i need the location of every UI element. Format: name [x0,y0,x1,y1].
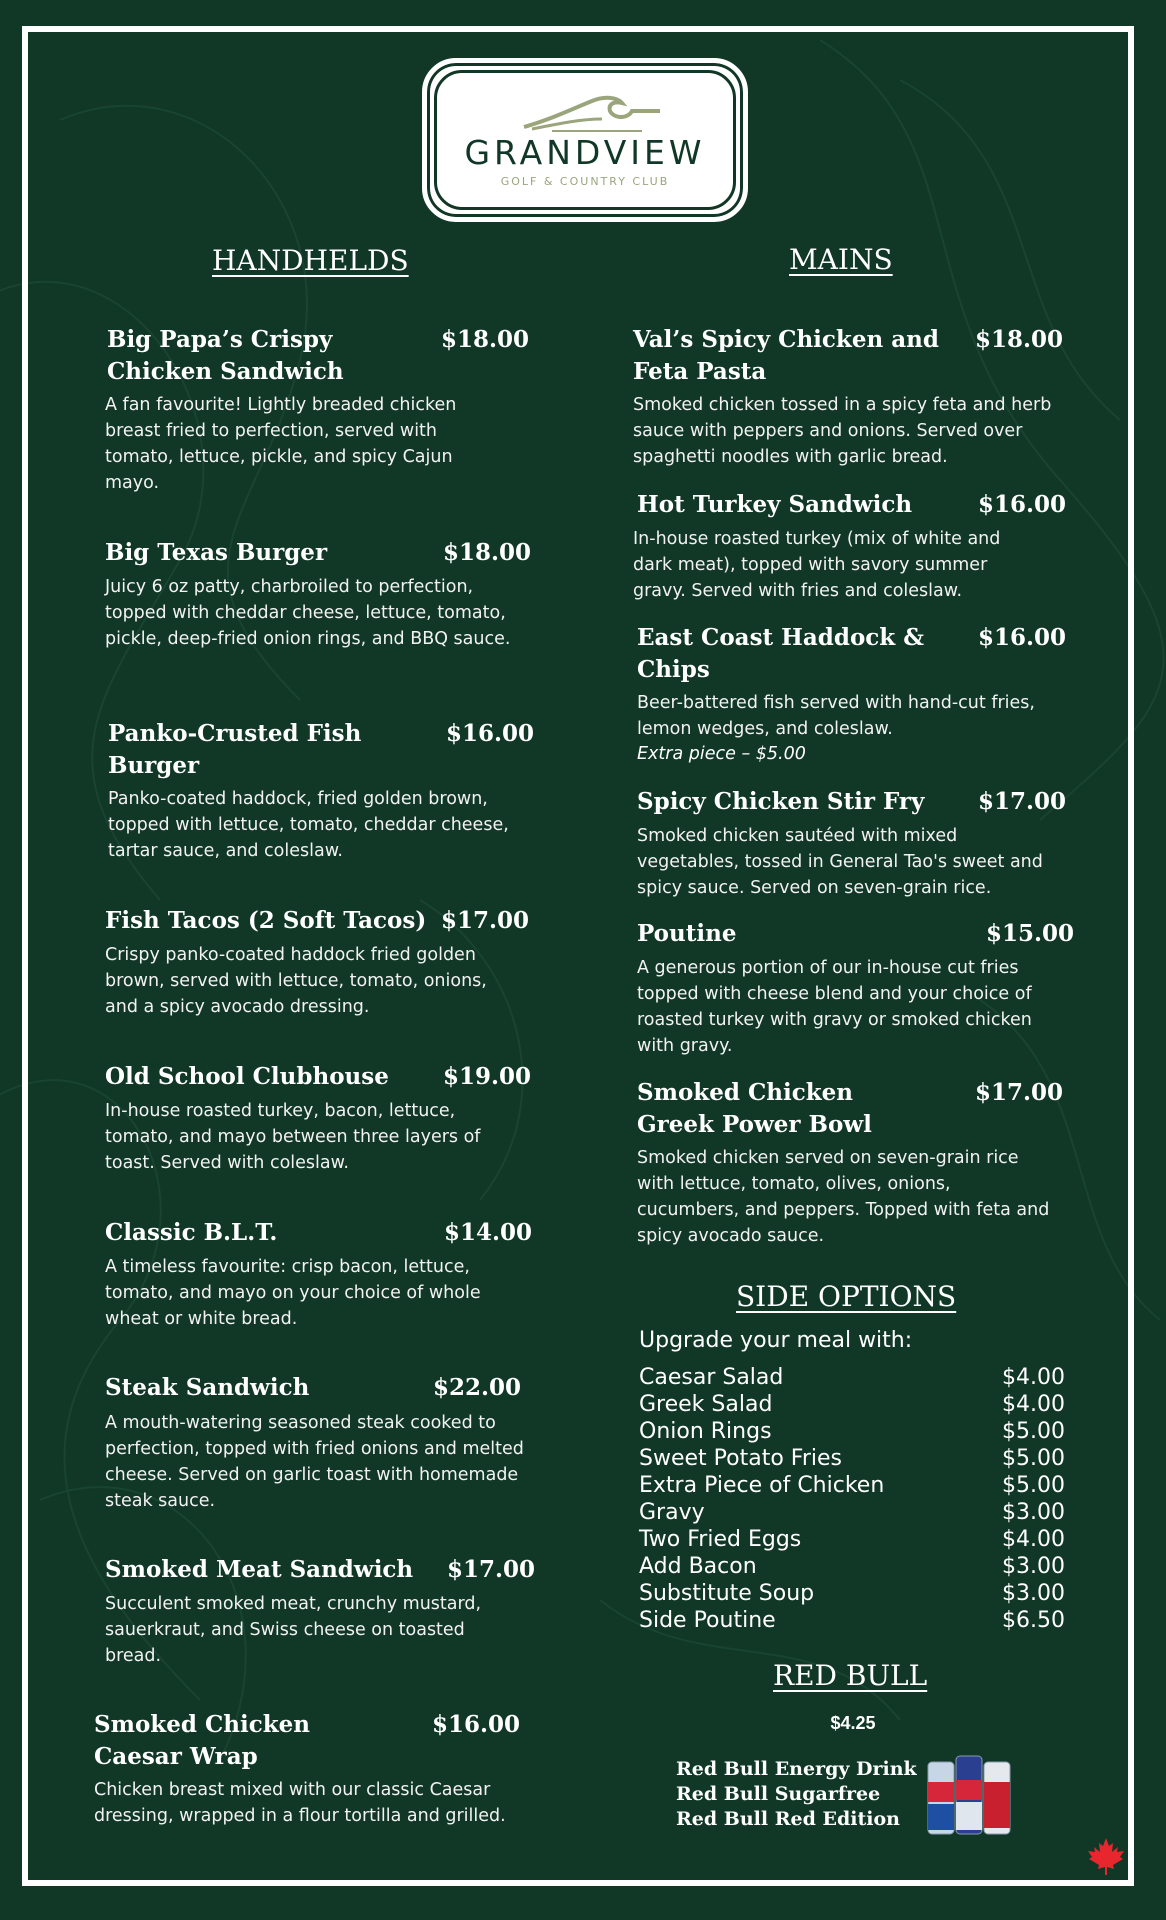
red-bull-list [676,1757,917,1832]
item-name: Classic B.L.T. [105,1219,278,1246]
list-item [639,1418,1065,1445]
item-price: $16.00 [432,1711,521,1738]
logo-name: GRANDVIEW [464,133,706,172]
item-name: Panko-Crusted Fish Burger [108,720,362,779]
item-description: Chicken breast mixed with our classic Caesar dressing, wrapped in a flour tortilla and grilled. [94,1780,506,1826]
side-price: $5.00 [1002,1419,1065,1444]
item-description: A fan favourite! Lightly breaded chicken breast fried to perfection, served with tomato, lettuce, pickle, and spicy Cajun mayo. [105,395,457,493]
item-name: Big Papa’s Crispy Chicken Sandwich [107,326,344,385]
side-name: Two Fried Eggs [639,1527,802,1552]
side-name: Onion Rings [639,1419,772,1444]
side-price: $4.00 [1002,1392,1065,1417]
item-price: $16.00 [978,624,1067,651]
handhelds-title: HANDHELDS [212,244,409,277]
item-description: Smoked chicken sautéed with mixed vegetables, tossed in General Tao's sweet and spicy sauce. Served on seven-grain rice. [637,826,1043,898]
red-bull-item: Red Bull Sugarfree [676,1783,881,1805]
item-name: Old School Clubhouse [105,1063,389,1090]
side-name: Side Poutine [639,1608,776,1633]
item-name: Big Texas Burger [105,539,328,566]
item-description: Juicy 6 oz patty, charbroiled to perfection, topped with cheddar cheese, lettuce, tomato, pickle, deep-fried onion rings, and BBQ sauce. [105,577,511,649]
side-price: $5.00 [1002,1473,1065,1498]
item-description: Smoked chicken tossed in a spicy feta and herb sauce with peppers and onions. Served over spaghetti noodles with garlic bread. [633,395,1052,467]
item-name: Fish Tacos (2 Soft Tacos) [105,907,427,934]
red-bull-price: $4.25 [830,1713,876,1733]
side-name: Add Bacon [639,1554,757,1579]
item-description: Succulent smoked meat, crunchy mustard, sauerkraut, and Swiss cheese on toasted bread. [105,1594,482,1666]
side-name: Greek Salad [639,1392,773,1417]
item-name: Poutine [637,920,737,947]
item-name: East Coast Haddock & Chips [637,624,924,683]
item-description: Panko-coated haddock, fried golden brown, topped with lettuce, tomato, cheddar cheese, tartar sauce, and coleslaw. [108,789,509,861]
grandview-logo [422,58,748,222]
item-description: Beer-battered fish served with hand-cut fries, lemon wedges, and coleslaw. [637,693,1035,739]
item-description: A mouth-watering seasoned steak cooked to perfection, topped with fried onions and melted cheese. Served on garlic toast with homemade steak sauce. [105,1413,524,1511]
item-note: Extra piece – $5.00 [637,744,806,764]
list-item [639,1445,1065,1472]
side-price: $4.00 [1002,1527,1065,1552]
side-price: $3.00 [1002,1581,1065,1606]
list-item [639,1499,1065,1526]
list-item [639,1364,1065,1391]
side-name: Sweet Potato Fries [639,1446,842,1471]
item-price: $18.00 [975,326,1064,353]
item-description: In-house roasted turkey, bacon, lettuce, tomato, and mayo between three layers of toast. Served with coleslaw. [105,1101,481,1173]
item-price: $22.00 [433,1374,522,1401]
item-name: Steak Sandwich [105,1374,310,1401]
item-description: In-house roasted turkey (mix of white and dark meat), topped with savory summer gravy. Served with fries and coleslaw. [633,529,1001,601]
side-name: Substitute Soup [639,1581,815,1606]
red-bull-title: RED BULL [773,1659,928,1692]
item-price: $16.00 [446,720,535,747]
item-description: Smoked chicken served on seven-grain rice with lettuce, tomato, olives, onions, cucumbers, and peppers. Topped with feta and spicy avocado sauce. [637,1148,1050,1246]
item-description: A timeless favourite: crisp bacon, lettuce, tomato, and mayo on your choice of whole wheat or white bread. [105,1257,481,1329]
item-name: Smoked Meat Sandwich [105,1556,414,1583]
logo-subtitle: GOLF & COUNTRY CLUB [500,175,670,188]
side-options-list [639,1364,1065,1634]
side-name: Extra Piece of Chicken [639,1473,885,1498]
item-name: Val’s Spicy Chicken and Feta Pasta [633,326,939,385]
side-price: $3.00 [1002,1554,1065,1579]
list-item [639,1391,1065,1418]
item-name: Spicy Chicken Stir Fry [637,788,925,815]
item-price: $18.00 [443,539,532,566]
item-name: Smoked Chicken Caesar Wrap [94,1711,311,1770]
list-item [639,1580,1065,1607]
red-bull-item: Red Bull Red Edition [676,1808,900,1830]
item-price: $15.00 [986,920,1075,947]
list-item [639,1472,1065,1499]
item-name: Hot Turkey Sandwich [637,491,913,518]
item-price: $17.00 [447,1556,536,1583]
list-item [639,1607,1065,1634]
side-name: Caesar Salad [639,1365,784,1390]
mains-title: MAINS [789,243,893,276]
item-price: $17.00 [978,788,1067,815]
red-bull-item: Red Bull Energy Drink [676,1758,917,1780]
item-price: $16.00 [978,491,1067,518]
item-price: $14.00 [444,1219,533,1246]
item-description: Crispy panko-coated haddock fried golden brown, served with lettuce, tomato, onions, and a spicy avocado dressing. [105,945,487,1017]
item-description: A generous portion of our in-house cut fries topped with cheese blend and your choice of roasted turkey with gravy or smoked chicken with gravy. [637,958,1032,1056]
item-price: $17.00 [441,907,530,934]
side-options-intro: Upgrade your meal with: [639,1328,913,1353]
red-bull-cans-icon [926,1752,1012,1836]
maple-leaf-icon [1086,1836,1126,1876]
side-price: $4.00 [1002,1365,1065,1390]
side-price: $6.50 [1002,1608,1065,1633]
side-price: $5.00 [1002,1446,1065,1471]
side-price: $3.00 [1002,1500,1065,1525]
golf-wave-logo-icon [522,89,662,135]
item-price: $19.00 [443,1063,532,1090]
item-name: Smoked Chicken Greek Power Bowl [637,1079,872,1138]
item-price: $17.00 [975,1079,1064,1106]
side-options-title: SIDE OPTIONS [736,1280,957,1313]
list-item [639,1526,1065,1553]
item-price: $18.00 [441,326,530,353]
side-name: Gravy [639,1500,705,1525]
list-item [639,1553,1065,1580]
